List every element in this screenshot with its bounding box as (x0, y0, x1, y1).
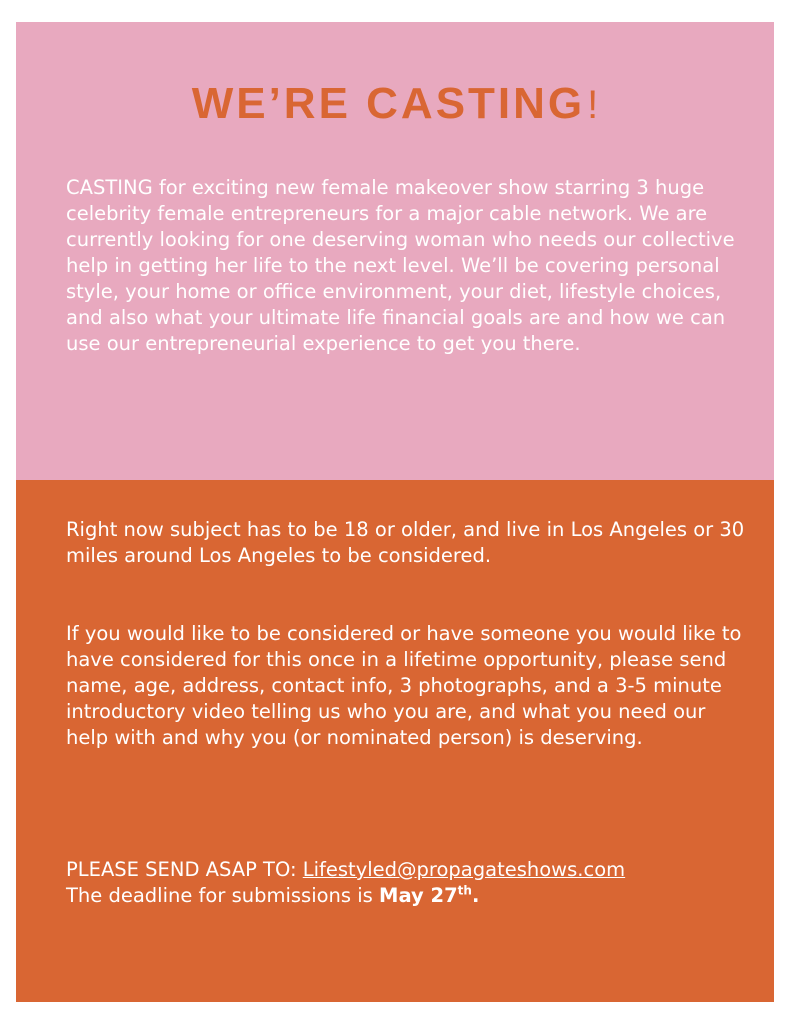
contact-line (66, 857, 746, 883)
flyer-title-text: WE’RE CASTING (191, 79, 586, 128)
eligibility-paragraph: Right now subject has to be 18 or older, and live in Los Angeles or 30 miles around Los Angeles to be considered. (66, 518, 745, 567)
bottom-orange-panel (16, 480, 774, 1002)
submission-instructions-paragraph: If you would like to be considered or have someone you would like to have considered for this once in a lifetime opportunity, please send name, age, address, contact info, 3 photographs, and a 3-5 minute introductory video telling us who you are, and what you need our help with and why you (or nominated person) is deserving. (66, 622, 742, 749)
intro-paragraph: CASTING for exciting new female makeover show starring 3 huge celebrity female entrepreneurs for a major cable network. We are currently looking for one deserving woman who needs our collective help in getting her life to the next level. We’ll be covering personal style, your home or office environment, your diet, lifestyle choices, and also what your ultimate life financial goals are and how we can use our entrepreneurial experience to get you there. (66, 176, 735, 355)
deadline-date (379, 884, 479, 907)
top-pink-panel (16, 22, 774, 480)
deadline-label: The deadline for submissions is (66, 884, 380, 907)
deadline-period: . (471, 884, 480, 907)
flyer-title-exclamation: ! (587, 83, 599, 127)
flyer-title (16, 76, 774, 133)
casting-flyer (16, 22, 774, 1002)
deadline-date-suffix: th (457, 883, 472, 898)
deadline-date-text: May 27 (379, 884, 458, 907)
deadline-line (66, 883, 746, 909)
contact-label: PLEASE SEND ASAP TO: (66, 858, 303, 881)
contact-email-link[interactable]: Lifestyled@propagateshows.com (302, 858, 626, 881)
